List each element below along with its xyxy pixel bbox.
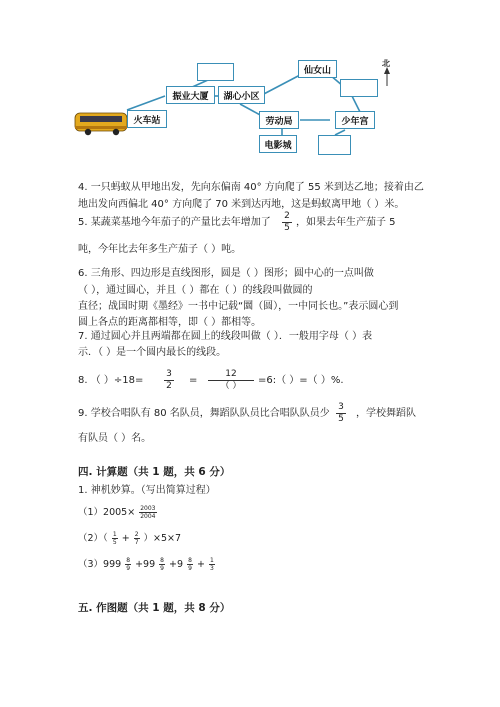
place-fairy: 仙女山	[298, 60, 337, 78]
route-map	[0, 0, 500, 165]
calc-item-1: （1）2005× $\frac{2003}{2004}$	[78, 505, 156, 520]
north-arrow-icon	[384, 67, 390, 86]
q9-line1a: 9. 学校合唱队有 80 名队员，舞蹈队队员比合唱队队员少	[78, 408, 330, 419]
calc-item-3: （3）999 $\frac{8}{9}$ +99 $\frac{8}{9}$ +9 $\frac{8}{9}$ + $\frac{1}{3}$	[78, 557, 214, 572]
q7-line2: 示．（ ）是一个圆内最长的线段。	[78, 347, 227, 358]
north-label: 北	[382, 59, 390, 68]
q8-part-b: =6:（ ）=（ ）%.	[258, 375, 344, 386]
place-station: 火车站	[127, 110, 167, 128]
q9-line2: 有队员（ ）名。	[78, 433, 152, 444]
blank-box-3[interactable]	[318, 135, 351, 155]
q4-line2: 地出发向西偏北 40° 方向爬了 70 米到达丙地，这是蚂蚁离甲地（ ）米。	[78, 199, 405, 210]
place-building: 振业大厦	[166, 86, 215, 104]
q8-part-a: 8. （ ）÷18=	[78, 375, 144, 386]
q8-fraction: 3 2	[164, 369, 174, 392]
place-cinema: 电影城	[259, 135, 297, 153]
map-lines	[0, 0, 500, 165]
place-community: 湖心小区	[218, 86, 265, 104]
bus-icon	[75, 113, 127, 135]
section4-title: 四. 计算题（共 1 题，共 6 分）	[78, 466, 231, 478]
q5-line1b: ，如果去年生产茄子 5	[296, 217, 396, 228]
place-labor: 劳动局	[259, 111, 299, 129]
q5-line2: 吨，今年比去年多生产茄子（ ）吨。	[78, 244, 242, 255]
place-youth: 少年宫	[335, 111, 375, 129]
q8-equals: =	[189, 375, 198, 386]
q5-line1a: 5. 某蔬菜基地今年茄子的产量比去年增加了	[78, 217, 271, 228]
calc1-fraction: $\frac{2003}{2004}$	[140, 505, 156, 520]
q6-line1: 6. 三角形、四边形是直线图形，圆是（ ）图形；圆中心的一点叫做	[78, 268, 374, 279]
q7-line1: 7. 通过圆心并且两端都在圆上的线段叫做（ ）．一般用字母（ ）表	[78, 331, 373, 342]
q6-line3: 直径；战国时期《墨经》一书中记载“圜（圆），一中同长也。”表示圆心到	[78, 301, 399, 312]
q9-line1b: ，学校舞蹈队	[356, 408, 416, 419]
calc-item-2: （2）（ $\frac{1}{5}$ + $\frac{2}{7}$ ）×5×7	[78, 531, 182, 546]
q9-fraction: 3 5	[336, 402, 346, 425]
q6-line4: 圆上各点的距离都相等，即（ ）都相等。	[78, 317, 262, 328]
blank-box-2[interactable]	[340, 79, 378, 97]
section5-title: 五. 作图题（共 1 题，共 8 分）	[78, 602, 231, 614]
q4-line1: 4. 一只蚂蚁从甲地出发，先向东偏南 40° 方向爬了 55 米到达乙地；接着由乙	[78, 182, 424, 193]
blank-box-1[interactable]	[197, 63, 234, 81]
q8-fraction-2: 12 （ ）	[208, 369, 254, 392]
q6-line2: （ ），通过圆心，并且（ ）都在（ ）的线段叫做圆的	[78, 285, 313, 296]
q5-fraction: 2 5	[282, 211, 292, 234]
section4-intro: 1. 神机妙算。（写出简算过程）	[78, 485, 216, 496]
